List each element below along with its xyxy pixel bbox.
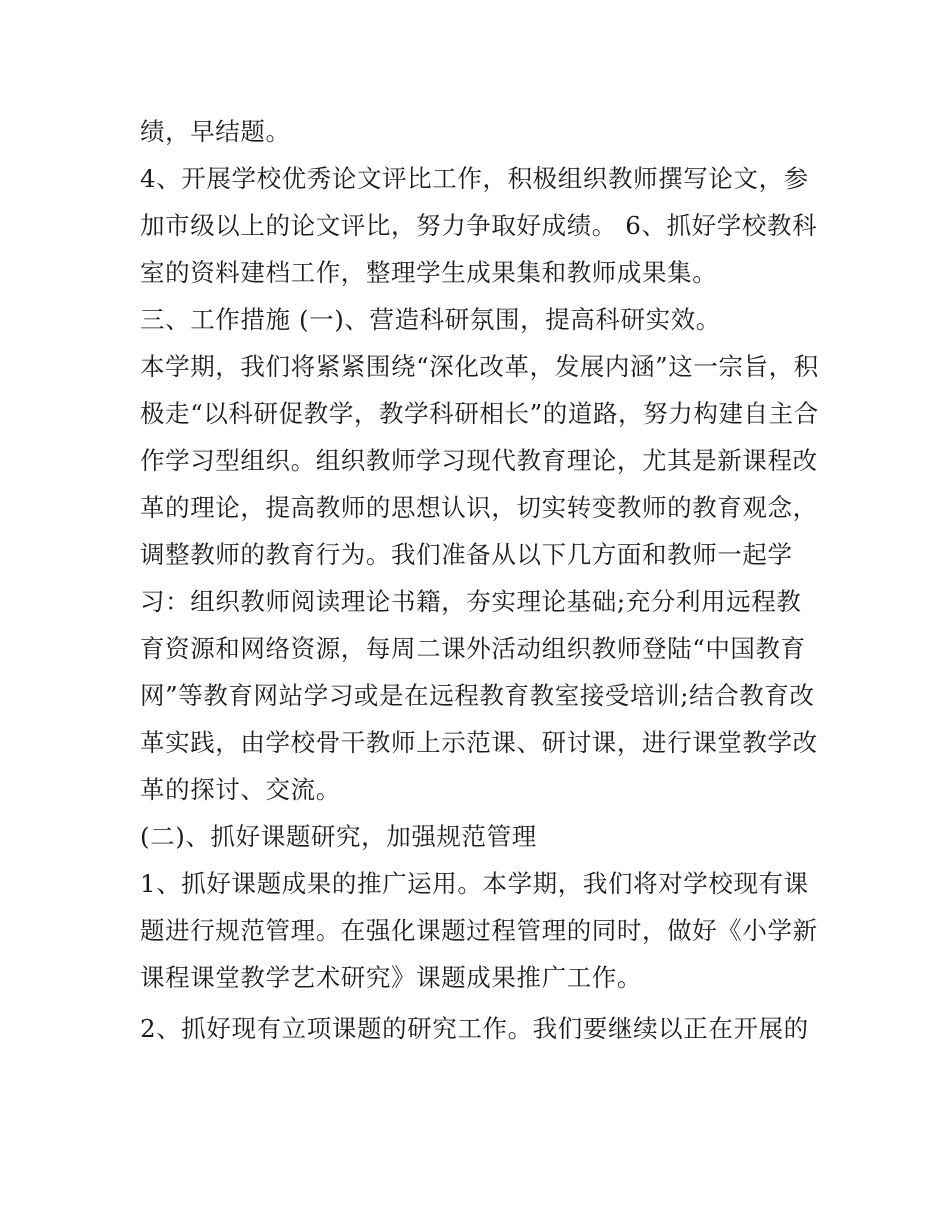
document-body [140,108,820,1052]
subsection-heading: (二)、抓好课题研究，加强规范管理 [140,822,537,851]
text-line: 调整教师的教育行为。我们准备从以下几方面和教师一起学 [140,540,793,569]
text-line: 革实践，由学校骨干教师上示范课、研讨课，进行课堂教学改 [140,728,818,757]
text-line: 网”等教育网站学习或是在远程教育教室接受培训;结合教育改 [140,681,815,710]
text-line: 革的探讨、交流。 [140,775,341,804]
section-heading: 三、工作措施 (一)、营造科研氛围，提高科研实效。 [140,305,721,334]
text-line: 2、抓好现有立项课题的研究工作。我们要继续以正在开展的 [140,1014,809,1043]
text-line: 加市级以上的论文评比，努力争取好成绩。 6、抓好学校教科 [140,211,818,240]
text-line: 育资源和网络资源，每周二课外活动组织教师登陆“中国教育 [140,634,806,663]
text-line: 习：组织教师阅读理论书籍，夯实理论基础;充分利用远程教 [140,587,802,616]
text-line: 课程课堂教学艺术研究》课题成果推广工作。 [140,963,642,992]
text-line: 室的资料建档工作，整理学生成果集和教师成果集。 [140,258,718,287]
text-line: 革的理论，提高教师的思想认识，切实转变教师的教育观念， [140,493,818,522]
text-line: 1、抓好课题成果的推广运用。本学期，我们将对学校现有课 [140,869,809,898]
text-line: 绩，早结题。 [140,117,291,146]
text-line: 作学习型组织。组织教师学习现代教育理论，尤其是新课程改 [140,446,818,475]
text-line: 极走“以科研促教学，教学科研相长”的道路，努力构建自主合 [140,399,819,428]
text-line: 本学期，我们将紧紧围绕“深化改革，发展内涵”这一宗旨，积 [140,352,819,381]
text-line: 4、开展学校优秀论文评比工作，积极组织教师撰写论文，参 [140,164,809,193]
text-line: 题进行规范管理。在强化课题过程管理的同时，做好《小学新 [140,916,818,945]
